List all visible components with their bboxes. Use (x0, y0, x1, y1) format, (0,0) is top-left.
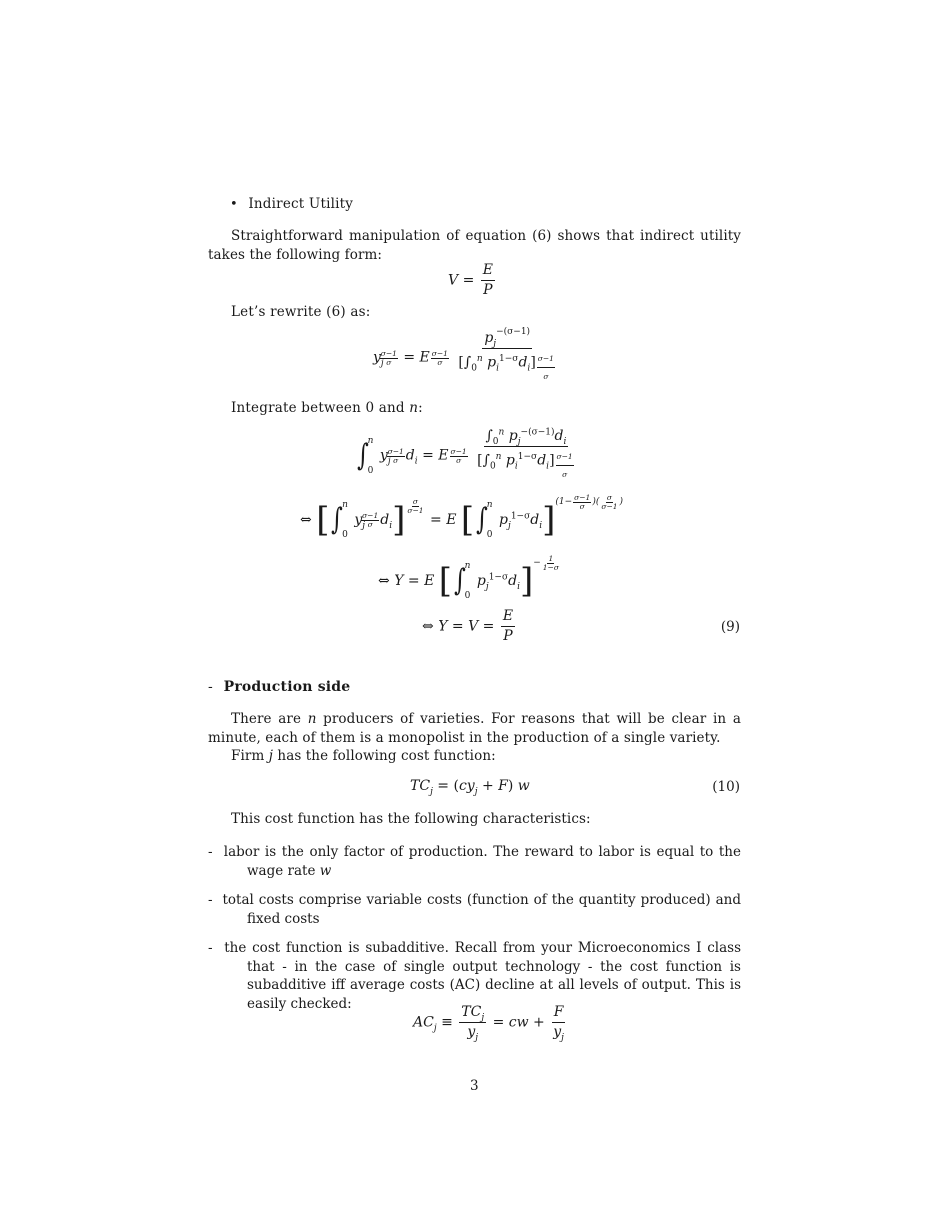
paragraph-rewrite: Let’s rewrite (6) as: (231, 304, 371, 320)
equation-number-9: (9) (720, 619, 740, 635)
equation-v-e-over-p: V = $\frac{E}{P}$ (448, 262, 493, 298)
equation-integral-2: ⇔ [∫ n 0 $y_j$ $\frac{\sigma-1}{\sigma}$ $d_i$] $\frac{\sigma}{\sigma-1}$ = E [∫ n 0 $p_j^{1-\sigma}d_i]^{(1- \frac{\sigma-1}{\sigma} )( \frac{\sigma}{\sigma-1} )}$ (300, 493, 624, 540)
paragraph-characteristics-intro: This cost function has the following characteristics: (231, 811, 591, 827)
page-number: 3 (470, 1078, 479, 1094)
paragraph-producers: There are n producers of varieties. For reasons that will be clear in a minute, each of them is a monopolist in the production of a single variety. (208, 711, 741, 746)
equation-10: $TC_j = (cy_j + F)$ w (410, 778, 530, 797)
paragraph-indirect-utility: Straightforward manipulation of equation (6) shows that indirect utility takes the following form: (208, 228, 741, 263)
equation-number-10: (10) (712, 779, 740, 795)
equation-average-cost: $AC_j$ ≡ $\frac{TC_j}{y_j}$ = cw + $\frac{F}{y_j}$ (413, 1004, 564, 1043)
equation-y-equals: ⇔ Y = E [∫ n 0 $p_j^{1-\sigma}d_i]^{- \frac{1}{1-\sigma}}$ (378, 554, 559, 601)
indirect-utility-heading: • Indirect Utility (230, 196, 354, 212)
bullet-icon: • (230, 197, 238, 212)
characteristic-item-2: - total costs comprise variable costs (function of the quantity produced) and fixed costs (208, 892, 741, 927)
characteristic-item-3: - the cost function is subadditive. Recall from your Microeconomics I class that - in the case of single output technology - the cost function is subadditive iff average costs (AC) decline at all levels of output. This is easily checked: (208, 940, 741, 1012)
paragraph-firm-cost: Firm j has the following cost function: (231, 748, 496, 764)
equation-rewrite-6: $y_j$ $\frac{\sigma-1}{\sigma}$ = E $\frac{\sigma-1}{\sigma}$ $p_j^{-(\sigma-1)}$ [$\int_0^n$ $p_i^{1-\sigma}d_i$] $\frac{\sigma-1}{\sigma}$ (373, 327, 554, 381)
production-side-heading: - Production side (208, 679, 351, 695)
equation-integral-1: ∫ n 0 $y_j$ $\frac{\sigma-1}{\sigma}$ $d_i = E$ $\frac{\sigma-1}{\sigma}$ $\int_0^n$ $p_j^{-(\sigma-1)}d_i$ [$\int_0^n$ $p_i^{1-\sigma}d_i$] $\frac{\sigma-1}{\sigma}$ (356, 427, 573, 479)
characteristic-item-1: - labor is the only factor of production. The reward to labor is equal to the wage rate w (208, 844, 741, 879)
paragraph-integrate: Integrate between 0 and n: (231, 400, 423, 416)
equation-9: ⇔ Y = V = $\frac{E}{P}$ (422, 608, 514, 644)
